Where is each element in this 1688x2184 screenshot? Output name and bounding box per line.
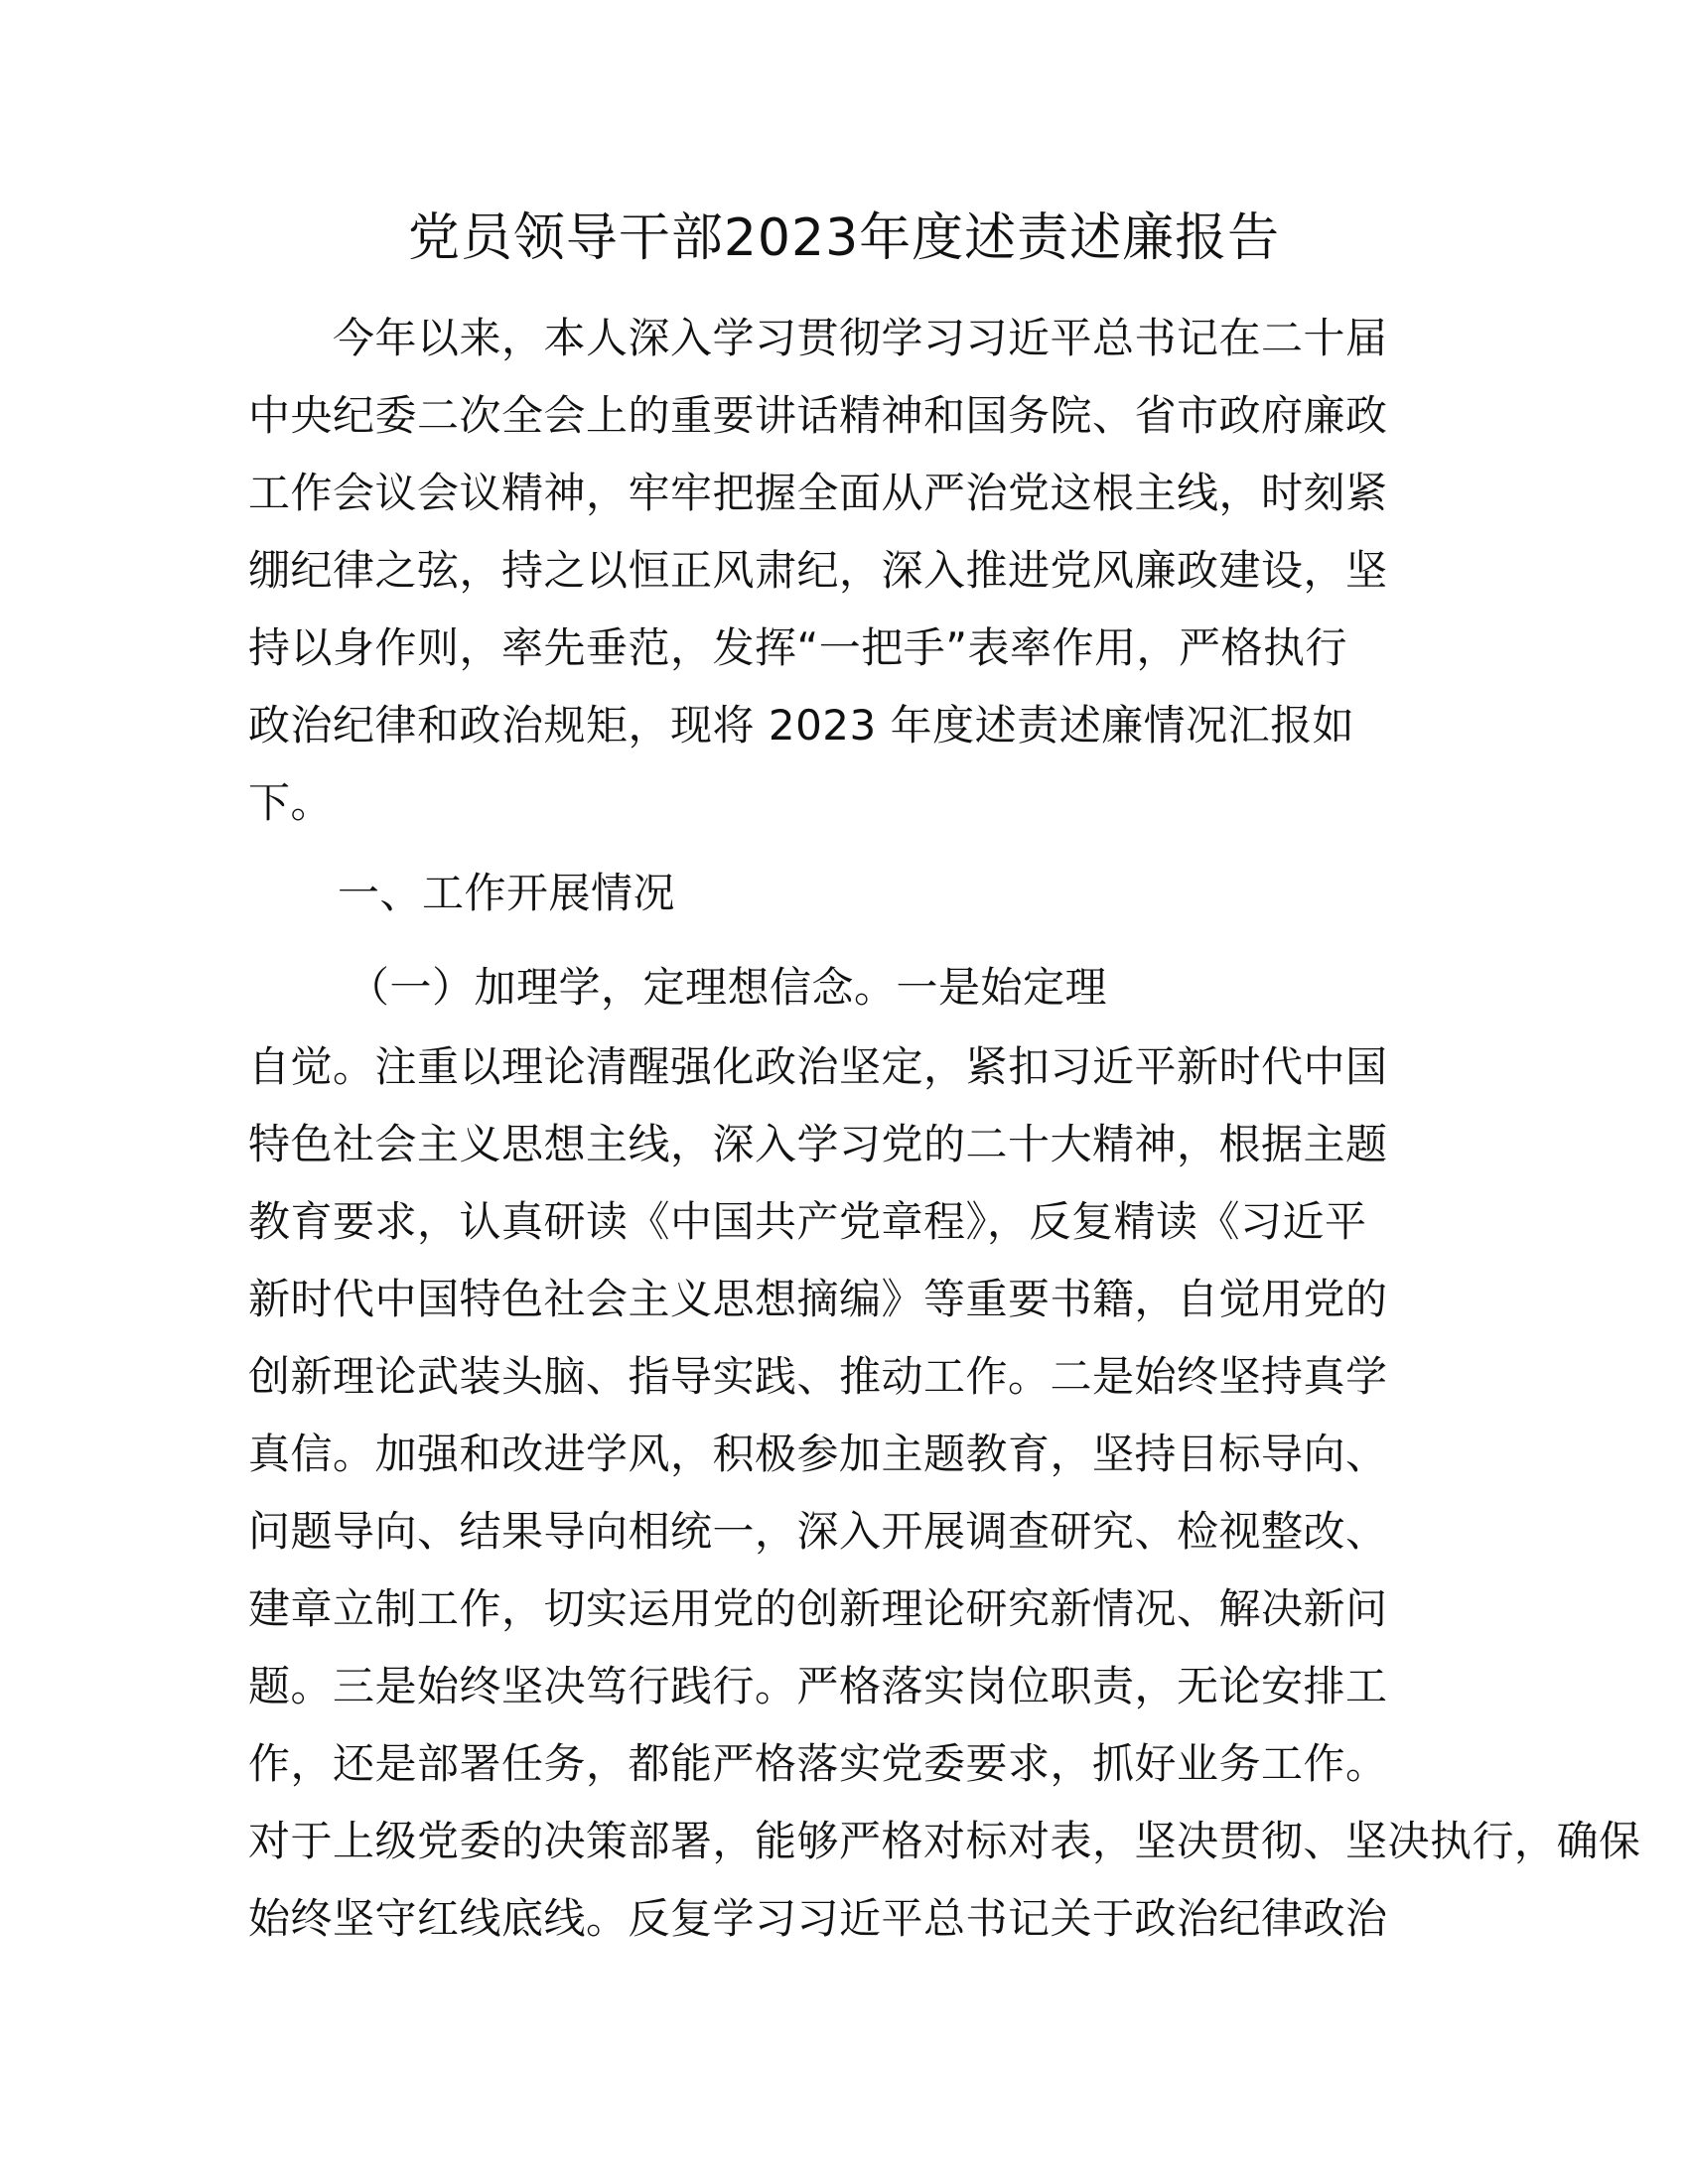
- body-line: 作，还是部署任务，都能严格落实党委要求，抓好业务工作。: [248, 1739, 1388, 1788]
- intro-line: 绷纪律之弦，持之以恒正风肃纪，深入推进党风廉政建设，坚: [248, 546, 1388, 595]
- body-line: 建章立制工作，切实运用党的创新理论研究新情况、解决新问: [248, 1584, 1388, 1633]
- body-line: 创新理论武装头脑、指导实践、推动工作。二是始终坚持真学: [248, 1352, 1388, 1401]
- document-title: 党员领导干部2023年度述责述廉报告: [407, 208, 1281, 268]
- intro-line: 下。: [248, 778, 334, 827]
- intro-line: 持以身作则，率先垂范，发挥“一把手”表率作用，严格执行: [248, 623, 1348, 672]
- body-line: 问题导向、结果导向相统一，深入开展调查研究、检视整改、: [248, 1507, 1388, 1556]
- body-line: 题。三是始终坚决笃行践行。严格落实岗位职责，无论安排工: [248, 1662, 1388, 1710]
- body-line: 对于上级党委的决策部署，能够严格对标对表，坚决贯彻、坚决执行，确保: [248, 1817, 1641, 1865]
- body-line: 自觉。注重以理论清醒强化政治坚定，紧扣习近平新时代中国: [248, 1042, 1388, 1091]
- body-line: 真信。加强和改进学风，积极参加主题教育，坚持目标导向、: [248, 1430, 1388, 1478]
- body-line: 新时代中国特色社会主义思想摘编》等重要书籍，自觉用党的: [248, 1275, 1388, 1323]
- body-line: 特色社会主义思想主线，深入学习党的二十大精神，根据主题: [248, 1120, 1388, 1168]
- section-heading: 一、工作开展情况: [338, 869, 676, 917]
- intro-line: 今年以来，本人深入学习贯彻学习习近平总书记在二十届: [333, 314, 1388, 362]
- intro-line: 中央纪委二次全会上的重要讲话精神和国务院、省市政府廉政: [248, 391, 1388, 440]
- body-line: 始终坚守红线底线。反复学习习近平总书记关于政治纪律政治: [248, 1894, 1388, 1943]
- body-line: 教育要求，认真研读《中国共产党章程》，反复精读《习近平: [248, 1197, 1367, 1246]
- subsection-heading: （一）加理学，定理想信念。一是始定理: [348, 963, 1108, 1012]
- intro-line: 工作会议会议精神，牢牢把握全面从严治党这根主线，时刻紧: [248, 469, 1388, 517]
- intro-line: 政治纪律和政治规矩，现将 2023 年度述责述廉情况汇报如: [248, 701, 1355, 750]
